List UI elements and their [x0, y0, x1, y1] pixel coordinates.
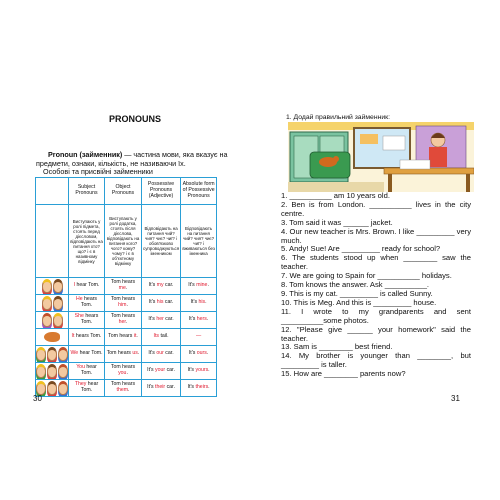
- pronoun-word: me: [118, 285, 126, 291]
- object-pronoun-cell: [105, 346, 142, 363]
- object-pronoun-cell: [105, 295, 142, 312]
- table-row: [36, 363, 217, 380]
- exercise-item: 9. This is my cat. _________ is called Sunny.: [281, 288, 433, 298]
- page-title: PRONOUNS: [108, 114, 161, 124]
- exercise-list: [281, 192, 471, 379]
- pronoun-word: theirs: [195, 384, 209, 391]
- absolute-possessive-cell: [181, 295, 217, 312]
- table-row: [36, 329, 217, 346]
- cell-text: car.: [163, 299, 174, 306]
- illustration-cell: [36, 363, 69, 380]
- exercise-item: 1. __________ am 10 years old.: [281, 191, 390, 200]
- right-page: [250, 0, 500, 500]
- cell-text: It's: [148, 316, 157, 323]
- cell-text: It's: [148, 350, 157, 357]
- table-description-cell: Відповідають на питання чий? чия? чиє? чиї? і вживаються без іменника: [181, 205, 217, 278]
- pronoun-word: them: [116, 387, 129, 393]
- definition-text: — частина мови, яка вказує на предмети, ознаки, кількість, не називаючи їх.: [36, 150, 228, 168]
- possessive-adjective-cell: [142, 380, 181, 397]
- pronoun-word: it: [133, 333, 137, 340]
- cell-text: tail.: [159, 333, 169, 340]
- cell-text: Tom hears: [108, 333, 134, 340]
- exercise-item: 3. Tom said it was ______ jacket.: [281, 217, 393, 227]
- cell-text: car.: [163, 282, 174, 289]
- table-header: Subject Pronouns: [69, 178, 105, 205]
- exercise-item: 14. My brother is younger than ________, but _________ is taller.: [281, 351, 471, 370]
- pronoun-word: It: [71, 333, 75, 340]
- table-cell-empty: [36, 205, 69, 278]
- pronoun-word: She: [74, 313, 84, 320]
- cell-text: car.: [165, 384, 175, 391]
- cell-text: car.: [165, 367, 175, 374]
- subject-pronoun-cell: [69, 278, 105, 295]
- cell-text: .: [128, 387, 130, 393]
- table-header: Possessive Pronouns (Adjective): [142, 178, 181, 205]
- pronoun-word: his: [198, 299, 206, 306]
- table-header-empty: [36, 178, 69, 205]
- exercise-item: 15. How are ________ parents now?: [281, 369, 406, 379]
- cell-text: car.: [163, 350, 174, 357]
- cell-text: .: [125, 319, 128, 325]
- classroom-illustration: [288, 122, 474, 192]
- absolute-possessive-cell: [181, 346, 217, 363]
- pronoun-word: They: [74, 381, 87, 388]
- pronoun-word: her: [118, 319, 126, 325]
- table-description-cell: Відповідають на питання чий? чия? чиє? чиї? і обов'язково супроводжуються іменником: [142, 205, 181, 278]
- cell-text: Tom hears: [110, 279, 136, 286]
- cell-text: It's: [190, 299, 199, 306]
- possessive-adjective-cell: [142, 312, 181, 329]
- exercise-item: 13. Sam is ________ best friend.: [281, 342, 393, 352]
- table-row: [36, 295, 217, 312]
- absolute-possessive-cell: [181, 380, 217, 397]
- definition-paragraph: [36, 151, 250, 168]
- illustration-cell: [36, 329, 69, 346]
- pronoun-word: hers: [196, 316, 207, 323]
- cell-text: .: [125, 285, 128, 291]
- cell-text: .: [206, 350, 209, 357]
- cell-text: .: [208, 384, 210, 391]
- cell-text: It's: [187, 384, 196, 391]
- cell-text: hear Tom.: [80, 381, 99, 393]
- pronoun-word: our: [156, 350, 164, 357]
- subject-pronoun-cell: [69, 346, 105, 363]
- table-row: [36, 312, 217, 329]
- pronoun-word: his: [156, 299, 164, 306]
- page-number-right: 31: [451, 394, 460, 403]
- cell-text: hears Tom.: [80, 296, 98, 308]
- pronoun-word: ours: [196, 350, 207, 357]
- definition-term: Pronoun (займенник): [48, 150, 123, 159]
- cell-text: Tom hears: [110, 381, 136, 388]
- object-pronoun-cell: [105, 329, 142, 346]
- exercise-title: 1. Додай правильний займенник:: [286, 114, 391, 121]
- pronoun-word: us: [132, 350, 138, 357]
- absolute-possessive-cell: [181, 312, 217, 329]
- cell-text: .: [136, 333, 138, 340]
- exercise-item: 7. We are going to Spain for __________ holidays.: [281, 271, 452, 281]
- cell-text: .: [137, 350, 140, 357]
- exercise-item: 11. I wrote to my grandparents and sent __________some photos.: [281, 306, 471, 325]
- possessive-adjective-cell: [142, 278, 181, 295]
- cell-text: hear Tom.: [75, 282, 100, 289]
- cell-text: It's: [148, 282, 157, 289]
- possessive-adjective-cell: [142, 295, 181, 312]
- table-description-cell: Виступають у ролі додатка, стоять після дієслова, відповідають на питання кого? чого? кому? чому? і є в об'єктному відмінку: [105, 205, 142, 278]
- table-description-cell: Виступають у ролі підмета, стоять перед дієсловом, відповідають на питання хто? що? і є в називному відмінку: [69, 205, 105, 278]
- illustration-cell: [36, 312, 69, 329]
- subject-pronoun-cell: [69, 312, 105, 329]
- cell-text: It's: [187, 367, 196, 374]
- pronoun-word: him: [118, 302, 127, 308]
- absolute-possessive-cell: [181, 278, 217, 295]
- pronoun-word: her: [156, 316, 164, 323]
- table-header: Absolute form of Possessive Pronouns: [181, 178, 217, 205]
- table-header-row: [36, 178, 217, 205]
- table-subtitle: Особові та присвійні займенники: [43, 167, 153, 176]
- table-row: [36, 380, 217, 397]
- table-description-row: [36, 205, 217, 278]
- pronoun-word: —: [196, 333, 202, 340]
- object-pronoun-cell: [105, 278, 142, 295]
- exercise-item: 5. Andy! Sue! Are _________ ready for school?: [281, 244, 441, 254]
- table-row: [36, 278, 217, 295]
- absolute-possessive-cell: [181, 329, 217, 346]
- pronoun-word: my: [156, 282, 164, 289]
- cell-text: Tom hears: [110, 296, 136, 303]
- cell-text: .: [205, 299, 207, 306]
- cell-text: It's: [188, 350, 197, 357]
- cell-text: hears Tom.: [80, 313, 99, 325]
- exercise-item: 8. Tom knows the answer. Ask __________.: [281, 280, 430, 290]
- cell-text: It's: [188, 316, 197, 323]
- table-header: Object Pronouns: [105, 178, 142, 205]
- cell-text: hear Tom.: [80, 364, 97, 376]
- pronoun-word: yours: [195, 367, 209, 374]
- cell-text: .: [207, 282, 209, 289]
- pronoun-word: He: [75, 296, 83, 303]
- table-row: [36, 346, 217, 363]
- cell-text: hears Tom.: [74, 333, 102, 340]
- pronouns-table: [35, 177, 217, 397]
- pronoun-word: mine: [196, 282, 208, 289]
- illustration-cell: [36, 278, 69, 295]
- cell-text: hear Tom.: [78, 350, 103, 357]
- cell-text: It's: [147, 367, 156, 374]
- possessive-adjective-cell: [142, 363, 181, 380]
- pronoun-word: their: [155, 384, 166, 391]
- cell-text: car.: [163, 316, 174, 323]
- cell-text: It's: [147, 384, 156, 391]
- pronoun-word: You: [76, 364, 85, 371]
- possessive-adjective-cell: [142, 346, 181, 363]
- object-pronoun-cell: [105, 380, 142, 397]
- cell-text: It's: [188, 282, 197, 289]
- exercise-item: 12. "Please give ______ your homework" said the teacher.: [281, 324, 471, 343]
- subject-pronoun-cell: [69, 380, 105, 397]
- subject-pronoun-cell: [69, 329, 105, 346]
- pronoun-word: your: [155, 367, 166, 374]
- illustration-cell: [36, 346, 69, 363]
- cell-text: .: [206, 316, 209, 323]
- pronoun-word: you: [118, 370, 127, 376]
- cell-text: Tom hears: [110, 364, 136, 371]
- pronoun-word: Its: [153, 333, 160, 340]
- cell-text: .: [208, 367, 210, 374]
- cell-text: It's: [148, 299, 157, 306]
- possessive-adjective-cell: [142, 329, 181, 346]
- absolute-possessive-cell: [181, 363, 217, 380]
- cell-text: .: [126, 370, 128, 376]
- cell-text: Tom hears: [110, 313, 136, 320]
- page-number-left: 30: [33, 394, 42, 403]
- object-pronoun-cell: [105, 312, 142, 329]
- pronoun-word: I: [73, 282, 76, 289]
- exercise-item: 6. The students stood up when ________ saw the teacher.: [281, 253, 471, 272]
- subject-pronoun-cell: [69, 363, 105, 380]
- exercise-item: 4. Our new teacher is Mrs. Brown. I like _________ very much.: [281, 226, 471, 245]
- exercise-item: 2. Ben is from London. __________ lives in the city centre.: [281, 199, 471, 218]
- illustration-cell: [36, 295, 69, 312]
- object-pronoun-cell: [105, 363, 142, 380]
- pronoun-word: We: [70, 350, 79, 357]
- exercise-item: 10. This is Meg. And this is _________ house.: [281, 297, 437, 307]
- cell-text: .: [126, 302, 128, 308]
- subject-pronoun-cell: [69, 295, 105, 312]
- cell-text: Tom hears: [106, 350, 133, 357]
